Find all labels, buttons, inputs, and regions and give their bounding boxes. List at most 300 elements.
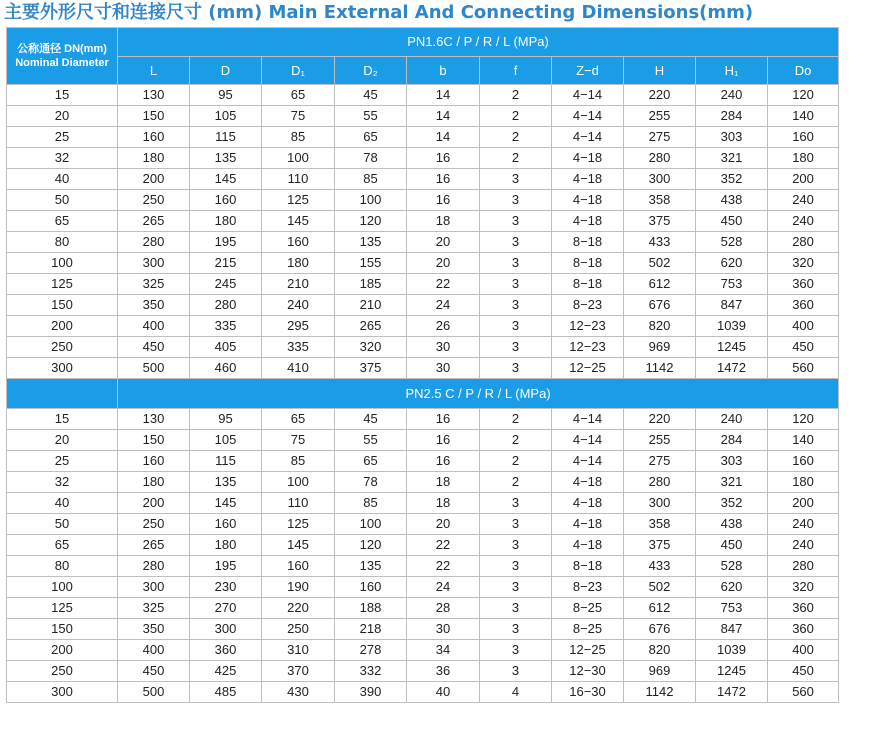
table-cell: 370 <box>262 661 335 682</box>
table-cell: 240 <box>696 409 768 430</box>
table-cell: 3 <box>480 535 552 556</box>
table-cell: 45 <box>335 409 407 430</box>
table-cell: 85 <box>262 451 335 472</box>
table-cell: 8−23 <box>552 295 624 316</box>
table-cell: 200 <box>118 169 190 190</box>
table-cell: 2 <box>480 430 552 451</box>
table-cell: 4 <box>480 682 552 703</box>
nominal-diameter-cell: 50 <box>7 514 118 535</box>
table-cell: 410 <box>262 358 335 379</box>
table-cell: 300 <box>624 169 696 190</box>
table-cell: 3 <box>480 640 552 661</box>
table-cell: 180 <box>768 148 839 169</box>
nominal-diameter-cell: 100 <box>7 577 118 598</box>
table-cell: 3 <box>480 514 552 535</box>
table-cell: 425 <box>190 661 262 682</box>
nominal-diameter-cell: 25 <box>7 127 118 148</box>
table-cell: 265 <box>335 316 407 337</box>
table-cell: 350 <box>118 619 190 640</box>
table-row <box>7 451 839 472</box>
nominal-diameter-header-en: Nominal Diameter <box>15 57 109 69</box>
nominal-diameter-cell: 20 <box>7 106 118 127</box>
table-cell: 335 <box>262 337 335 358</box>
table-cell: 16 <box>407 148 480 169</box>
table-cell: 255 <box>624 430 696 451</box>
table-cell: 320 <box>335 337 407 358</box>
nominal-diameter-cell: 65 <box>7 211 118 232</box>
table-cell: 36 <box>407 661 480 682</box>
table-cell: 115 <box>190 127 262 148</box>
table-cell: 1472 <box>696 682 768 703</box>
table-cell: 300 <box>118 577 190 598</box>
table-cell: 360 <box>768 274 839 295</box>
column-header: D₂ <box>335 57 407 85</box>
table-cell: 160 <box>768 127 839 148</box>
nominal-diameter-cell: 20 <box>7 430 118 451</box>
table-cell: 12−30 <box>552 661 624 682</box>
table-cell: 240 <box>768 190 839 211</box>
table-cell: 155 <box>335 253 407 274</box>
table-cell: 12−23 <box>552 337 624 358</box>
table-cell: 300 <box>190 619 262 640</box>
nominal-diameter-cell: 65 <box>7 535 118 556</box>
table-cell: 12−25 <box>552 640 624 661</box>
table-cell: 150 <box>118 430 190 451</box>
table-cell: 4−18 <box>552 169 624 190</box>
table-cell: 210 <box>335 295 407 316</box>
table-cell: 135 <box>190 148 262 169</box>
table-cell: 4−18 <box>552 535 624 556</box>
table-cell: 140 <box>768 106 839 127</box>
table-cell: 180 <box>118 472 190 493</box>
table-cell: 2 <box>480 409 552 430</box>
table-cell: 375 <box>624 211 696 232</box>
section-header-row <box>7 379 839 409</box>
table-cell: 105 <box>190 430 262 451</box>
nominal-diameter-cell: 250 <box>7 337 118 358</box>
table-cell: 120 <box>768 85 839 106</box>
table-row <box>7 169 839 190</box>
table-cell: 4−14 <box>552 127 624 148</box>
table-cell: 85 <box>262 127 335 148</box>
table-cell: 325 <box>118 274 190 295</box>
table-cell: 275 <box>624 451 696 472</box>
table-cell: 2 <box>480 148 552 169</box>
table-cell: 4−14 <box>552 85 624 106</box>
table-cell: 969 <box>624 661 696 682</box>
table-cell: 85 <box>335 493 407 514</box>
column-header: f <box>480 57 552 85</box>
table-cell: 125 <box>262 190 335 211</box>
table-cell: 400 <box>118 316 190 337</box>
table-cell: 847 <box>696 295 768 316</box>
table-cell: 325 <box>118 598 190 619</box>
table-cell: 20 <box>407 514 480 535</box>
nominal-diameter-cell: 40 <box>7 169 118 190</box>
table-cell: 8−25 <box>552 598 624 619</box>
table-cell: 75 <box>262 106 335 127</box>
table-cell: 438 <box>696 514 768 535</box>
table-cell: 180 <box>262 253 335 274</box>
table-cell: 4−18 <box>552 211 624 232</box>
table-cell: 375 <box>335 358 407 379</box>
table-row <box>7 274 839 295</box>
table-cell: 4−18 <box>552 148 624 169</box>
table-row <box>7 598 839 619</box>
table-cell: 230 <box>190 577 262 598</box>
table-cell: 240 <box>768 514 839 535</box>
table-cell: 405 <box>190 337 262 358</box>
table-cell: 528 <box>696 556 768 577</box>
table-cell: 612 <box>624 598 696 619</box>
table-cell: 16 <box>407 409 480 430</box>
table-cell: 130 <box>118 409 190 430</box>
table-cell: 560 <box>768 358 839 379</box>
dimensions-table <box>6 27 839 703</box>
table-cell: 3 <box>480 358 552 379</box>
table-cell: 295 <box>262 316 335 337</box>
table-cell: 140 <box>768 430 839 451</box>
table-body <box>7 85 839 703</box>
table-cell: 1472 <box>696 358 768 379</box>
table-cell: 180 <box>118 148 190 169</box>
table-cell: 16 <box>407 190 480 211</box>
nominal-diameter-cell: 100 <box>7 253 118 274</box>
table-row <box>7 316 839 337</box>
table-row <box>7 577 839 598</box>
table-cell: 45 <box>335 85 407 106</box>
table-cell: 2 <box>480 451 552 472</box>
table-cell: 433 <box>624 232 696 253</box>
table-row <box>7 535 839 556</box>
table-cell: 332 <box>335 661 407 682</box>
table-cell: 358 <box>624 190 696 211</box>
table-cell: 3 <box>480 274 552 295</box>
table-cell: 528 <box>696 232 768 253</box>
table-cell: 160 <box>262 556 335 577</box>
table-cell: 240 <box>696 85 768 106</box>
table-cell: 450 <box>696 211 768 232</box>
table-cell: 65 <box>262 85 335 106</box>
table-cell: 450 <box>118 661 190 682</box>
table-cell: 190 <box>262 577 335 598</box>
table-cell: 105 <box>190 106 262 127</box>
table-row <box>7 472 839 493</box>
table-cell: 676 <box>624 295 696 316</box>
table-cell: 2 <box>480 85 552 106</box>
nominal-diameter-cell: 80 <box>7 556 118 577</box>
section-header-spacer <box>7 379 118 409</box>
table-cell: 358 <box>624 514 696 535</box>
table-cell: 75 <box>262 430 335 451</box>
table-cell: 95 <box>190 85 262 106</box>
table-cell: 303 <box>696 127 768 148</box>
table-cell: 85 <box>335 169 407 190</box>
table-cell: 4−14 <box>552 451 624 472</box>
table-cell: 300 <box>118 253 190 274</box>
column-header-row <box>7 57 839 85</box>
table-cell: 250 <box>262 619 335 640</box>
table-cell: 820 <box>624 640 696 661</box>
table-cell: 160 <box>118 451 190 472</box>
table-cell: 310 <box>262 640 335 661</box>
table-cell: 215 <box>190 253 262 274</box>
table-cell: 16 <box>407 430 480 451</box>
table-cell: 22 <box>407 535 480 556</box>
table-cell: 145 <box>262 535 335 556</box>
nominal-diameter-cell: 300 <box>7 682 118 703</box>
table-cell: 4−18 <box>552 472 624 493</box>
table-row <box>7 127 839 148</box>
table-cell: 485 <box>190 682 262 703</box>
table-cell: 160 <box>190 514 262 535</box>
table-cell: 135 <box>335 232 407 253</box>
table-cell: 115 <box>190 451 262 472</box>
section-header-label: PN2.5 C / P / R / L (MPa) <box>118 379 839 409</box>
table-cell: 20 <box>407 232 480 253</box>
table-cell: 145 <box>190 169 262 190</box>
table-cell: 18 <box>407 211 480 232</box>
table-cell: 280 <box>768 232 839 253</box>
table-cell: 280 <box>118 232 190 253</box>
table-cell: 78 <box>335 472 407 493</box>
table-cell: 65 <box>262 409 335 430</box>
table-cell: 145 <box>190 493 262 514</box>
column-header: L <box>118 57 190 85</box>
table-cell: 8−18 <box>552 232 624 253</box>
table-cell: 100 <box>262 472 335 493</box>
table-cell: 265 <box>118 535 190 556</box>
table-cell: 220 <box>624 409 696 430</box>
table-cell: 200 <box>768 169 839 190</box>
table-cell: 433 <box>624 556 696 577</box>
table-row <box>7 409 839 430</box>
table-cell: 360 <box>190 640 262 661</box>
page-title: 主要外形尺寸和连接尺寸 (mm) Main External And Connecting Dimensions(mm) <box>4 2 754 23</box>
table-cell: 65 <box>335 451 407 472</box>
table-cell: 12−23 <box>552 316 624 337</box>
table-cell: 30 <box>407 358 480 379</box>
table-cell: 218 <box>335 619 407 640</box>
table-cell: 270 <box>190 598 262 619</box>
table-row <box>7 232 839 253</box>
table-row <box>7 682 839 703</box>
table-row <box>7 211 839 232</box>
table-cell: 320 <box>768 253 839 274</box>
table-cell: 820 <box>624 316 696 337</box>
table-row <box>7 358 839 379</box>
table-cell: 3 <box>480 337 552 358</box>
table-cell: 400 <box>118 640 190 661</box>
table-cell: 303 <box>696 451 768 472</box>
table-cell: 275 <box>624 127 696 148</box>
table-cell: 284 <box>696 106 768 127</box>
nominal-diameter-cell: 25 <box>7 451 118 472</box>
table-row <box>7 337 839 358</box>
table-cell: 100 <box>335 190 407 211</box>
nominal-diameter-cell: 200 <box>7 640 118 661</box>
table-cell: 280 <box>190 295 262 316</box>
table-cell: 24 <box>407 295 480 316</box>
table-cell: 450 <box>118 337 190 358</box>
column-header: D <box>190 57 262 85</box>
table-cell: 24 <box>407 577 480 598</box>
table-cell: 14 <box>407 106 480 127</box>
nominal-diameter-cell: 300 <box>7 358 118 379</box>
table-cell: 1039 <box>696 640 768 661</box>
table-cell: 135 <box>190 472 262 493</box>
table-row <box>7 190 839 211</box>
table-cell: 55 <box>335 430 407 451</box>
table-cell: 360 <box>768 295 839 316</box>
column-header: D₁ <box>262 57 335 85</box>
table-cell: 16 <box>407 451 480 472</box>
nominal-diameter-cell: 150 <box>7 295 118 316</box>
table-cell: 4−18 <box>552 493 624 514</box>
table-cell: 390 <box>335 682 407 703</box>
table-cell: 265 <box>118 211 190 232</box>
table-cell: 26 <box>407 316 480 337</box>
table-cell: 120 <box>768 409 839 430</box>
nominal-diameter-cell: 32 <box>7 472 118 493</box>
nominal-diameter-cell: 80 <box>7 232 118 253</box>
table-cell: 22 <box>407 556 480 577</box>
table-cell: 500 <box>118 682 190 703</box>
column-header: b <box>407 57 480 85</box>
table-cell: 969 <box>624 337 696 358</box>
table-cell: 160 <box>118 127 190 148</box>
table-cell: 16 <box>407 169 480 190</box>
table-cell: 360 <box>768 598 839 619</box>
nominal-diameter-cell: 15 <box>7 409 118 430</box>
column-header: H <box>624 57 696 85</box>
table-cell: 3 <box>480 169 552 190</box>
table-cell: 195 <box>190 556 262 577</box>
table-row <box>7 556 839 577</box>
table-cell: 240 <box>768 211 839 232</box>
nominal-diameter-cell: 125 <box>7 274 118 295</box>
table-cell: 612 <box>624 274 696 295</box>
table-cell: 3 <box>480 295 552 316</box>
table-cell: 18 <box>407 472 480 493</box>
nominal-diameter-cell: 32 <box>7 148 118 169</box>
table-cell: 438 <box>696 190 768 211</box>
table-cell: 160 <box>190 190 262 211</box>
table-cell: 180 <box>190 535 262 556</box>
nominal-diameter-cell: 250 <box>7 661 118 682</box>
table-cell: 321 <box>696 148 768 169</box>
table-cell: 28 <box>407 598 480 619</box>
table-cell: 3 <box>480 253 552 274</box>
table-cell: 200 <box>768 493 839 514</box>
table-cell: 352 <box>696 493 768 514</box>
table-cell: 240 <box>768 535 839 556</box>
nominal-diameter-header <box>7 28 118 85</box>
table-cell: 240 <box>262 295 335 316</box>
table-cell: 95 <box>190 409 262 430</box>
table-cell: 200 <box>118 493 190 514</box>
table-cell: 375 <box>624 535 696 556</box>
table-cell: 195 <box>190 232 262 253</box>
table-cell: 400 <box>768 316 839 337</box>
table-cell: 335 <box>190 316 262 337</box>
nominal-diameter-cell: 200 <box>7 316 118 337</box>
table-cell: 753 <box>696 598 768 619</box>
table-cell: 3 <box>480 577 552 598</box>
table-cell: 620 <box>696 253 768 274</box>
table-cell: 65 <box>335 127 407 148</box>
table-cell: 34 <box>407 640 480 661</box>
table-cell: 160 <box>262 232 335 253</box>
table-row <box>7 661 839 682</box>
table-row <box>7 295 839 316</box>
table-cell: 135 <box>335 556 407 577</box>
table-cell: 847 <box>696 619 768 640</box>
table-cell: 185 <box>335 274 407 295</box>
table-cell: 2 <box>480 127 552 148</box>
table-cell: 160 <box>335 577 407 598</box>
table-cell: 20 <box>407 253 480 274</box>
table-cell: 14 <box>407 85 480 106</box>
table-cell: 245 <box>190 274 262 295</box>
table-cell: 125 <box>262 514 335 535</box>
table-row <box>7 514 839 535</box>
table-cell: 450 <box>768 337 839 358</box>
table-cell: 180 <box>190 211 262 232</box>
table-cell: 460 <box>190 358 262 379</box>
table-cell: 280 <box>768 556 839 577</box>
table-cell: 16−30 <box>552 682 624 703</box>
table-cell: 4−14 <box>552 409 624 430</box>
table-cell: 110 <box>262 493 335 514</box>
table-cell: 250 <box>118 190 190 211</box>
column-header: Z−d <box>552 57 624 85</box>
table-cell: 188 <box>335 598 407 619</box>
nominal-diameter-cell: 150 <box>7 619 118 640</box>
table-cell: 2 <box>480 106 552 127</box>
table-cell: 280 <box>624 472 696 493</box>
table-cell: 278 <box>335 640 407 661</box>
table-cell: 220 <box>262 598 335 619</box>
table-cell: 753 <box>696 274 768 295</box>
table-cell: 400 <box>768 640 839 661</box>
table-cell: 4−14 <box>552 106 624 127</box>
table-cell: 352 <box>696 169 768 190</box>
table-cell: 321 <box>696 472 768 493</box>
table-row <box>7 493 839 514</box>
table-cell: 30 <box>407 337 480 358</box>
table-cell: 450 <box>768 661 839 682</box>
table-cell: 145 <box>262 211 335 232</box>
table-row <box>7 85 839 106</box>
column-header: Do <box>768 57 839 85</box>
table-cell: 620 <box>696 577 768 598</box>
table-cell: 2 <box>480 472 552 493</box>
column-header: H₁ <box>696 57 768 85</box>
table-cell: 360 <box>768 619 839 640</box>
table-cell: 3 <box>480 316 552 337</box>
table-cell: 430 <box>262 682 335 703</box>
table-cell: 4−14 <box>552 430 624 451</box>
table-cell: 100 <box>262 148 335 169</box>
table-cell: 22 <box>407 274 480 295</box>
table-cell: 160 <box>768 451 839 472</box>
table-cell: 1039 <box>696 316 768 337</box>
table-cell: 120 <box>335 535 407 556</box>
table-cell: 284 <box>696 430 768 451</box>
table-cell: 502 <box>624 577 696 598</box>
table-cell: 220 <box>624 85 696 106</box>
